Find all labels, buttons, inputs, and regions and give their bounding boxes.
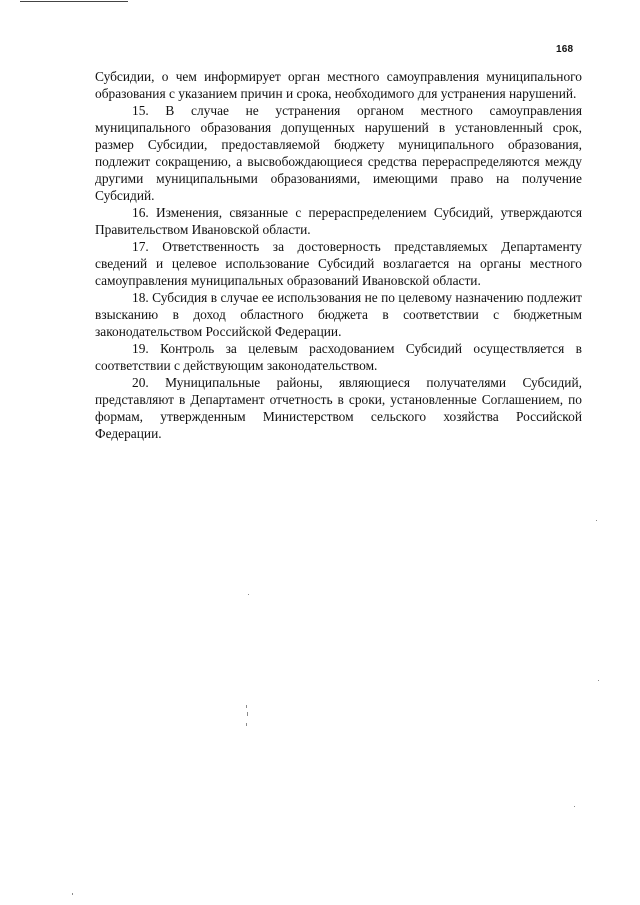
paragraph-16: 16. Изменения, связанные с перераспределением Субсидий, утверждаются Правительством Ивановской области.: [95, 205, 582, 237]
paragraph-17: 17. Ответственность за достоверность представляемых Департаменту сведений и целевое использование Субсидий возлагается на органы местного самоуправления муниципальных образований Ивановской области.: [95, 239, 582, 288]
document-body: [95, 68, 582, 442]
paragraph-18: 18. Субсидия в случае ее использования не по целевому назначению подлежит взысканию в доход областного бюджета в соответствии с бюджетным законодательством Российской Федерации.: [95, 290, 582, 339]
scan-speck: [72, 893, 73, 895]
scan-speck: [248, 594, 249, 595]
scan-speck: [246, 723, 247, 726]
page-number: 168: [556, 44, 574, 55]
scan-speck: [598, 680, 599, 681]
header-rule-segment: [110, 1, 128, 2]
paragraph-19: 19. Контроль за целевым расходованием Субсидий осуществляется в соответствии с действующим законодательством.: [95, 341, 582, 373]
scan-speck: [574, 806, 575, 807]
paragraph-15: 15. В случае не устранения органом местного самоуправления муниципального образования допущенных нарушений в установленный срок, размер Субсидии, предоставляемой бюджету муниципального образования, подлежит сокращению, а высвобождающиеся средства перераспределяются между другими муниципальными образованиями, имеющими право на получение Субсидий.: [95, 103, 582, 203]
scan-speck: [247, 712, 248, 716]
paragraph-continuation: Субсидии, о чем информирует орган местного самоуправления муниципального образования с указанием причин и срока, необходимого для устранения нарушений.: [95, 69, 582, 101]
scan-speck: [246, 705, 247, 708]
paragraph-20: 20. Муниципальные районы, являющиеся получателями Субсидий, представляют в Департамент отчетность в сроки, установленные Соглашением, по формам, утвержденным Министерством сельского хозяйства Российской Федерации.: [95, 375, 582, 441]
scan-speck: [596, 520, 597, 521]
